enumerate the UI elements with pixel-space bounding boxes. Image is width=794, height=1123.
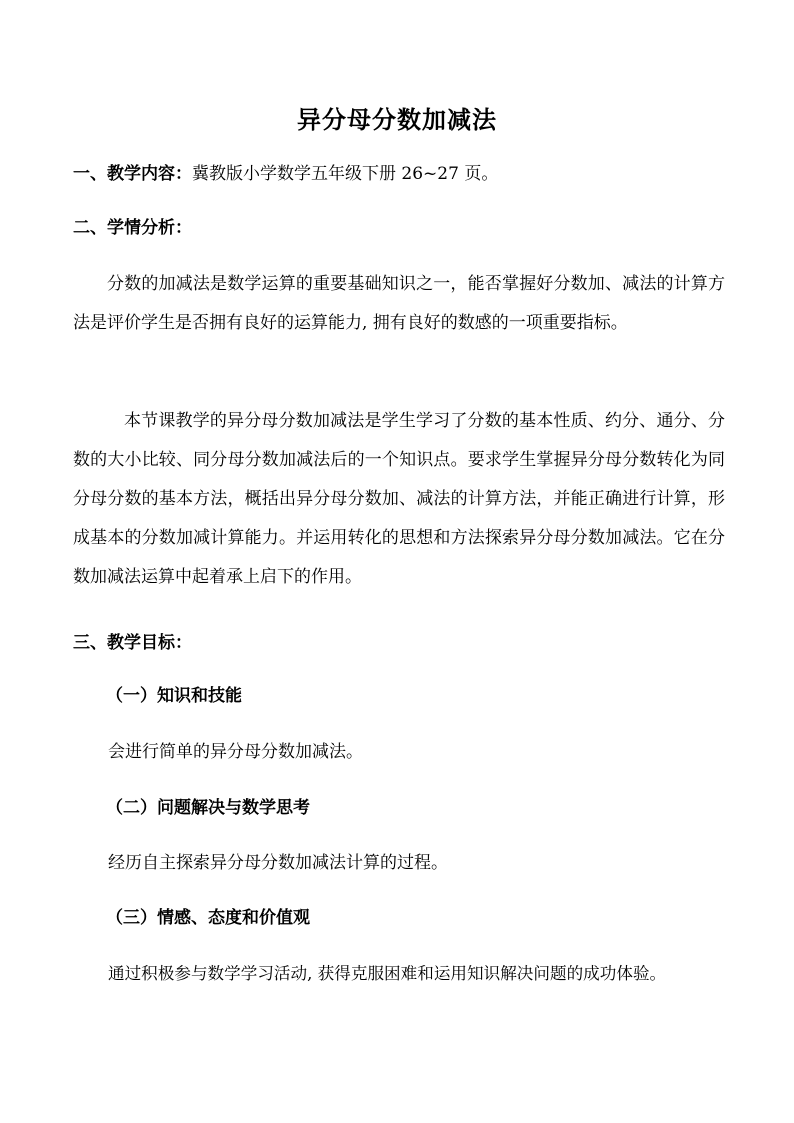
section1-text: 冀教版小学数学五年级下册 26~27 页。 [192, 164, 499, 184]
subsection3-heading: （三）情感、态度和价值观 [106, 908, 310, 928]
section2-paragraph-2: 本节课教学的异分母分数加减法是学生学习了分数的基本性质、约分、通分、分数的大小比较、同分母分数加减法后的一个知识点。要求学生掌握异分母分数转化为同分母分数的基本方法，概括出异分母分数加、减法的计算方法，并能正确进行计算，形成基本的分数加减计算能力。并运用转化的思想和方法探索异分母分数加减法。它在分数加减法运算中起着承上启下的作用。 [73, 411, 725, 587]
section2-heading: 二、学情分析： [73, 218, 192, 238]
document-title: 异分母分数加减法 [297, 105, 497, 134]
subsection1-heading: （一）知识和技能 [106, 686, 242, 706]
section1-line [73, 162, 498, 186]
subsection2-heading: （二）问题解决与数学思考 [106, 798, 310, 818]
section3-heading: 三、教学目标： [73, 633, 192, 653]
section2-paragraph-1: 分数的加减法是数学运算的重要基础知识之一，能否掌握好分数加、减法的计算方法是评价学生是否拥有良好的运算能力, 拥有良好的数感的一项重要指标。 [73, 274, 725, 333]
subsection2-text: 经历自主探索异分母分数加减法计算的过程。 [108, 853, 448, 873]
subsection3-text: 通过积极参与数学学习活动, 获得克服困难和运用知识解决问题的成功体验。 [108, 964, 667, 983]
section1-heading: 一、教学内容： [73, 164, 192, 184]
subsection1-text: 会进行简单的异分母分数加减法。 [108, 742, 363, 762]
